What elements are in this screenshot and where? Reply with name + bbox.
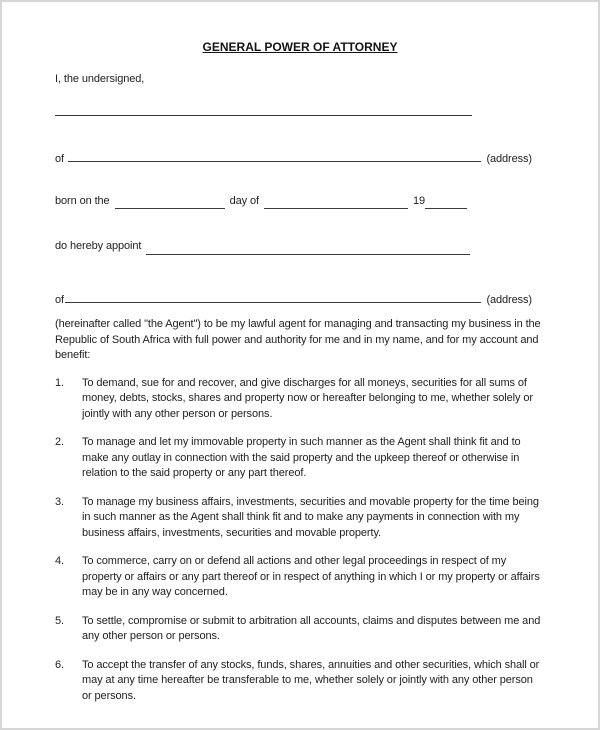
clause-item-3 (55, 495, 545, 542)
clause-number: 6. (55, 658, 64, 671)
clause-text: To settle, compromise or submit to arbitration all accounts, claims and disputes between me and any other person or persons. (82, 614, 541, 642)
clause-list (55, 376, 545, 705)
clause-text: To demand, sue for and recover, and give discharges for all moneys, securities for all sums of money, debts, stocks, shares and property now or hereafter belonging to me, whether solely or jointly with any other person or persons. (82, 376, 533, 420)
clause-number: 1. (55, 376, 64, 389)
principal-address-row (55, 148, 532, 168)
address-label-2: (address) (486, 293, 532, 306)
of-label-2: of (55, 293, 64, 306)
clause-item-6 (55, 658, 545, 705)
agent-name-field[interactable] (146, 241, 470, 255)
clause-text: To commerce, carry on or defend all actions and other legal proceedings in respect of my property or affairs or any part thereof or in respect of anything in which I or my property or affairs may be in any way concerned. (82, 555, 540, 598)
birth-year-field[interactable] (425, 195, 467, 209)
principal-address-field[interactable] (68, 148, 481, 162)
agent-address-row (55, 289, 532, 309)
clause-item-5 (55, 614, 545, 645)
birth-month-field[interactable] (264, 195, 408, 209)
birth-date-row (55, 194, 545, 210)
preamble-paragraph: (hereinafter called "the Agent") to be my lawful agent for managing and transacting my business in the Republic of South Africa with full power and authority for me and in my name, and for my account and benefit: (55, 318, 541, 361)
clause-text: To accept the transfer of any stocks, funds, shares, annuities and other securities, which shall or may at any time hereafter be transferable to me, whether solely or jointly with any other person or persons. (82, 658, 540, 702)
clause-number: 4. (55, 555, 64, 567)
birth-day-field[interactable] (115, 195, 225, 209)
clause-number: 5. (55, 614, 64, 627)
document-title: GENERAL POWER OF ATTORNEY (202, 40, 398, 54)
year-prefix-label: 19 (412, 194, 425, 207)
clause-item-4 (55, 554, 545, 601)
principal-name-field[interactable] (55, 101, 472, 116)
appoint-label: do hereby appoint (55, 240, 142, 252)
of-label: of (55, 153, 64, 165)
agent-address-field[interactable] (65, 289, 481, 303)
clause-number: 3. (55, 495, 64, 508)
clause-item-2 (55, 435, 545, 482)
clause-text: To manage my business affairs, investments, securities and movable property for the time being in such manner as the Agent shall think fit and to make any payments in connection with my business affairs, investments, securities and movable property. (82, 495, 539, 539)
clause-text: To manage and let my immovable property in such manner as the Agent shall think fit and to make any outlay in connection with the said property and the upkeep thereof or otherwise in relation to the said property or any part thereof. (82, 436, 521, 479)
clause-number: 2. (55, 436, 64, 448)
day-of-label: day of (229, 194, 259, 207)
address-label: (address) (486, 153, 532, 165)
born-on-label: born on the (55, 194, 110, 207)
undersigned-label: I, the undersigned, (55, 72, 145, 85)
agent-appointment-row (55, 239, 545, 255)
clause-item-1 (55, 376, 545, 423)
